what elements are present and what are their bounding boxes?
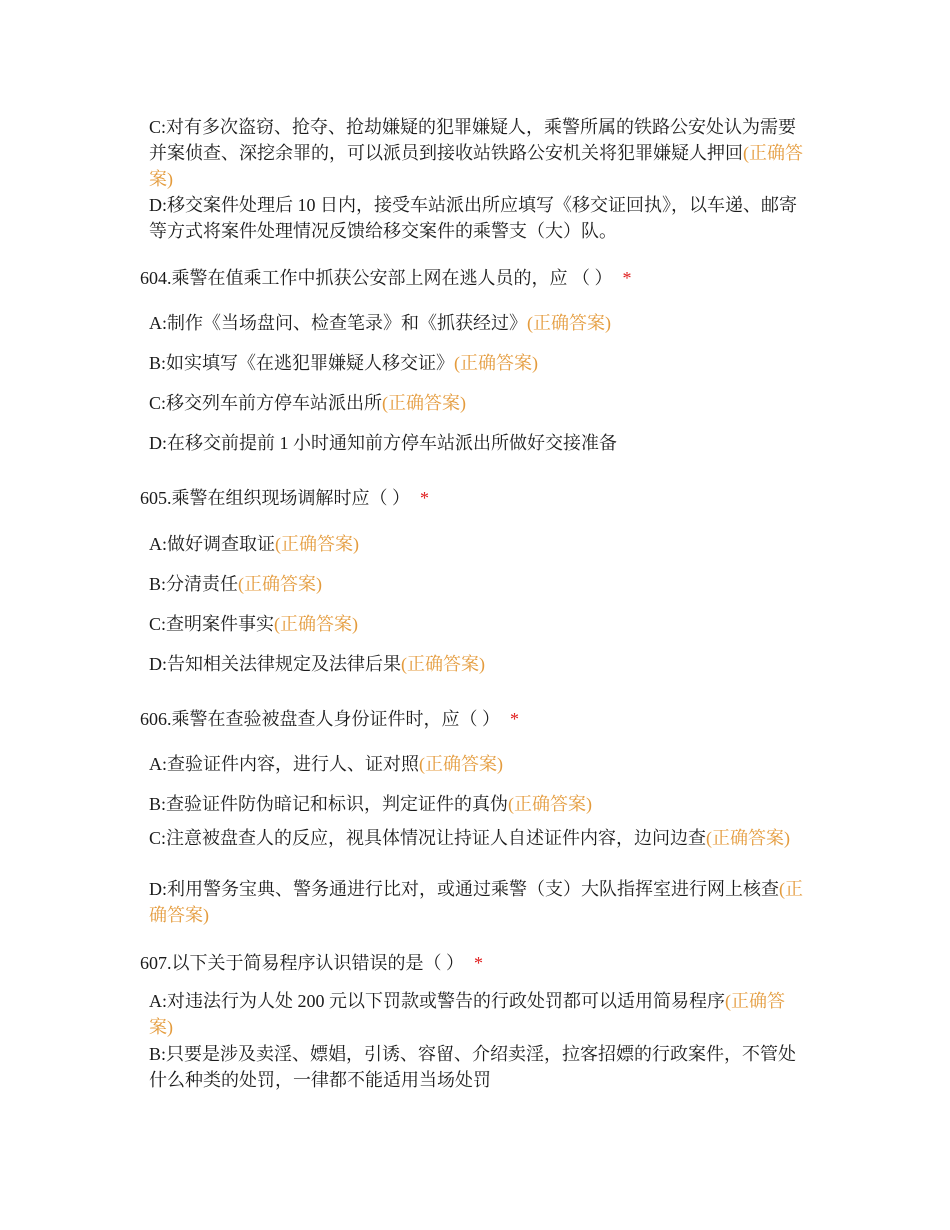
required-mark: * (420, 488, 429, 508)
correct-answer-tag: (正确答案) (508, 794, 593, 814)
correct-answer-tag: (正确答案) (527, 313, 611, 333)
correct-answer-tag: (正确答案) (238, 574, 323, 594)
correct-answer-tag: (正确答案) (706, 828, 791, 848)
correct-answer-tag: (正确答案) (382, 393, 467, 413)
option-606-c: C:注意被盘查人的反应，视具体情况让持证人自述证件内容，边问边查(正确答案) (149, 828, 791, 848)
option-605-a: A:做好调查取证(正确答案) (149, 534, 359, 554)
option-606-a: A:查验证件内容，进行人、证对照(正确答案) (149, 754, 503, 774)
correct-answer-tag: (正确答案) (274, 614, 359, 634)
question-title-606: 606.乘警在查验被盘查人身份证件时，应（ ） * (140, 709, 519, 729)
correct-answer-tag: (正确答案) (401, 654, 485, 674)
option-prev-c: C:对有多次盗窃、抢夺、抢劫嫌疑的犯罪嫌疑人，乘警所属的铁路公安处认为需要并案侦查、深挖余罪的，可以派员到接收站铁路公安机关将犯罪嫌疑人押回(正确答案) (149, 117, 803, 189)
option-605-b: B:分清责任(正确答案) (149, 574, 323, 594)
question-title-604: 604.乘警在值乘工作中抓获公安部上网在逃人员的，应 （ ） * (140, 268, 632, 288)
option-604-a: A:制作《当场盘问、检查笔录》和《抓获经过》(正确答案) (149, 313, 611, 333)
option-604-b: B:如实填写《在逃犯罪嫌疑人移交证》(正确答案) (149, 353, 539, 373)
option-607-b: B:只要是涉及卖淫、嫖娼，引诱、容留、介绍卖淫，拉客招嫖的行政案件，不管处什么种类的处罚，一律都不能适用当场处罚 (149, 1044, 797, 1090)
option-606-d: D:利用警务宝典、警务通进行比对，或通过乘警（支）大队指挥室进行网上核查(正确答案) (149, 879, 803, 925)
option-605-d: D:告知相关法律规定及法律后果(正确答案) (149, 654, 485, 674)
option-607-a: A:对违法行为人处 200 元以下罚款或警告的行政处罚都可以适用简易程序(正确答案) (149, 991, 785, 1037)
option-604-d: D:在移交前提前 1 小时通知前方停车站派出所做好交接准备 (149, 433, 617, 453)
option-604-c: C:移交列车前方停车站派出所(正确答案) (149, 393, 467, 413)
option-606-b: B:查验证件防伪暗记和标识，判定证件的真伪(正确答案) (149, 794, 593, 814)
correct-answer-tag: (正确答案) (149, 991, 785, 1037)
question-title-605: 605.乘警在组织现场调解时应（ ） * (140, 488, 429, 508)
option-prev-d: D:移交案件处理后 10 日内，接受车站派出所应填写《移交证回执》，以车递、邮寄等方式将案件处理情况反馈给移交案件的乘警支（大）队。 (149, 195, 797, 241)
required-mark: * (510, 709, 519, 729)
correct-answer-tag: (正确答案) (149, 879, 803, 925)
correct-answer-tag: (正确答案) (454, 353, 539, 373)
option-605-c: C:查明案件事实(正确答案) (149, 614, 359, 634)
correct-answer-tag: (正确答案) (419, 754, 503, 774)
required-mark: * (474, 953, 483, 973)
required-mark: * (622, 268, 632, 288)
question-title-607: 607.以下关于简易程序认识错误的是（ ） * (140, 953, 483, 973)
correct-answer-tag: (正确答案) (275, 534, 359, 554)
correct-answer-tag: (正确答案) (149, 143, 803, 189)
